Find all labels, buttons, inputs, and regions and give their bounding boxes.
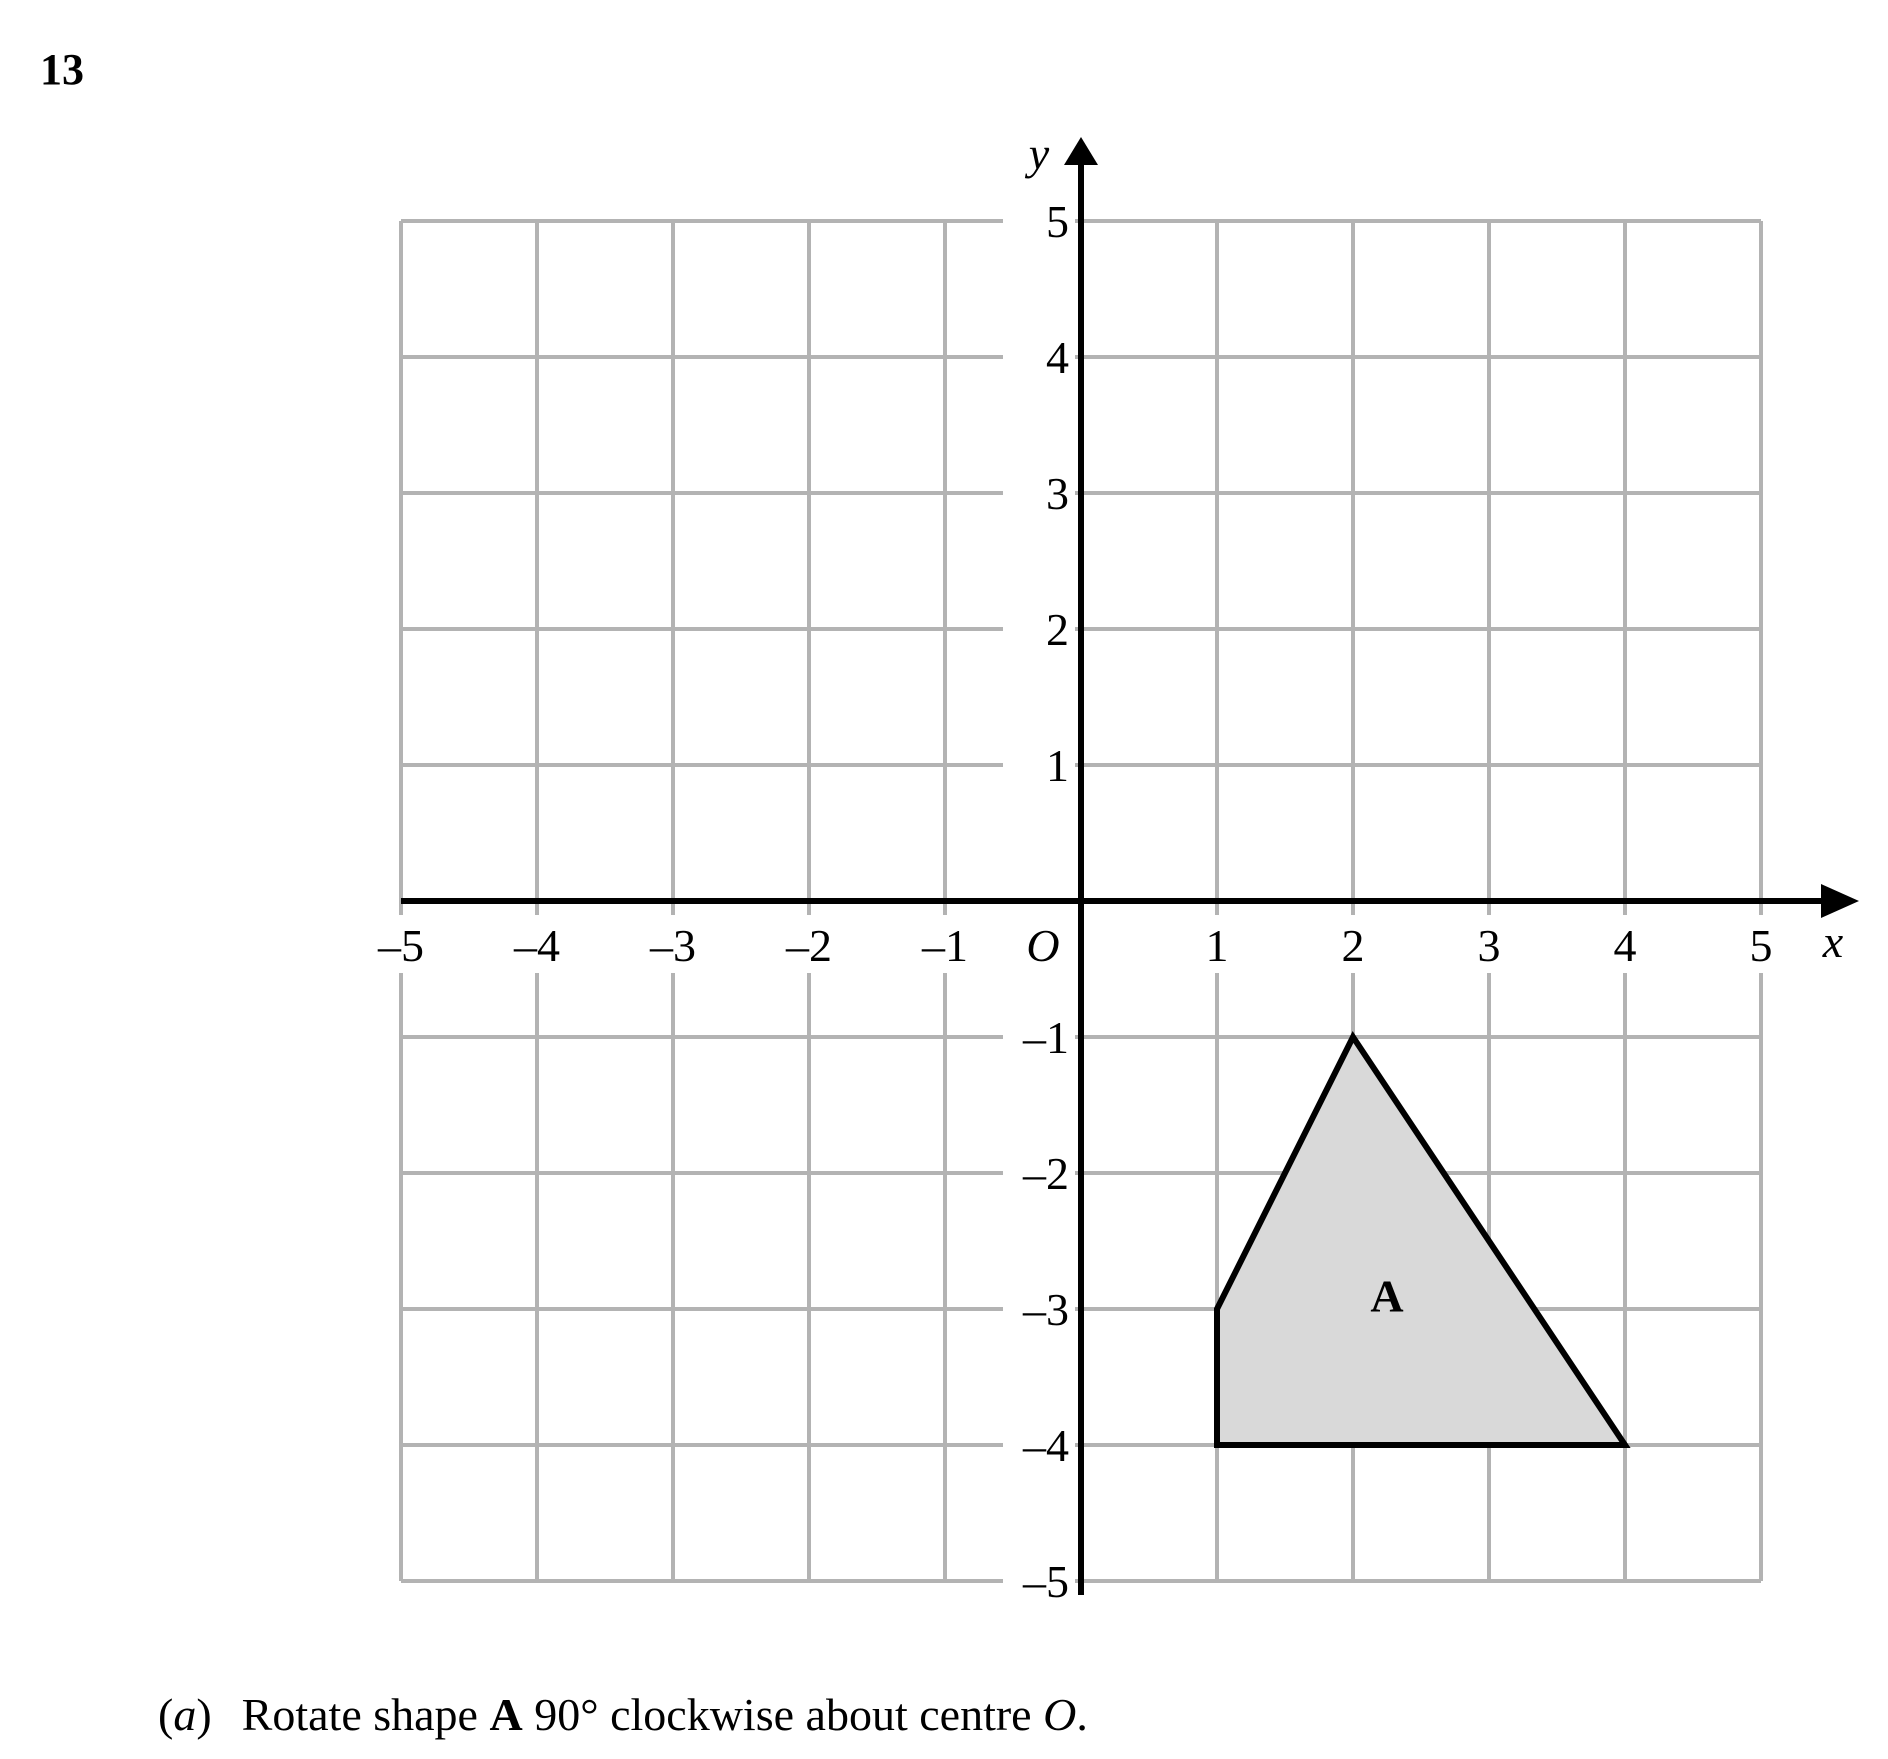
tick-labels bbox=[369, 128, 1844, 1609]
x-axis-arrow bbox=[1821, 884, 1859, 918]
x-tick-label: –5 bbox=[378, 920, 424, 971]
shapes-layer bbox=[1217, 1037, 1625, 1445]
task-text-3: . bbox=[1076, 1689, 1088, 1740]
y-tick-label: 4 bbox=[1046, 332, 1069, 383]
shape-a bbox=[1217, 1037, 1625, 1445]
question-number: 13 bbox=[40, 45, 84, 94]
y-tick-label: 2 bbox=[1046, 604, 1069, 655]
x-tick-label: 1 bbox=[1205, 920, 1229, 971]
task-centre: O bbox=[1043, 1689, 1077, 1740]
x-tick-label: 2 bbox=[1341, 920, 1365, 971]
part-label: (a) bbox=[158, 1689, 212, 1740]
origin-label: O bbox=[1026, 920, 1060, 971]
y-tick-label: 1 bbox=[1046, 740, 1069, 791]
y-tick-label: –5 bbox=[1023, 1556, 1069, 1607]
y-tick-label: 3 bbox=[1046, 468, 1069, 519]
x-tick-label: –1 bbox=[922, 920, 968, 971]
task-text-2: 90° clockwise about centre bbox=[522, 1689, 1044, 1740]
y-tick-label: –3 bbox=[1023, 1284, 1069, 1335]
x-tick-label: 4 bbox=[1613, 920, 1637, 971]
y-tick-label: –1 bbox=[1023, 1012, 1069, 1063]
y-tick-label: 5 bbox=[1046, 196, 1069, 247]
y-axis-label: y bbox=[1028, 128, 1050, 179]
task-text-1: Rotate shape bbox=[241, 1689, 490, 1740]
x-axis-label: x bbox=[1822, 916, 1844, 967]
y-tick-label: –4 bbox=[1023, 1420, 1069, 1471]
y-axis-arrow bbox=[1064, 137, 1098, 165]
y-tick-label: –2 bbox=[1023, 1148, 1069, 1199]
task-a bbox=[158, 1688, 1088, 1741]
x-tick-label: –2 bbox=[786, 920, 832, 971]
task-shape-name: A bbox=[489, 1689, 523, 1740]
x-tick-label: 3 bbox=[1477, 920, 1501, 971]
x-tick-label: 5 bbox=[1749, 920, 1773, 971]
shape-label: A bbox=[1370, 1270, 1404, 1322]
x-tick-label: –3 bbox=[650, 920, 696, 971]
x-tick-label: –4 bbox=[514, 920, 560, 971]
